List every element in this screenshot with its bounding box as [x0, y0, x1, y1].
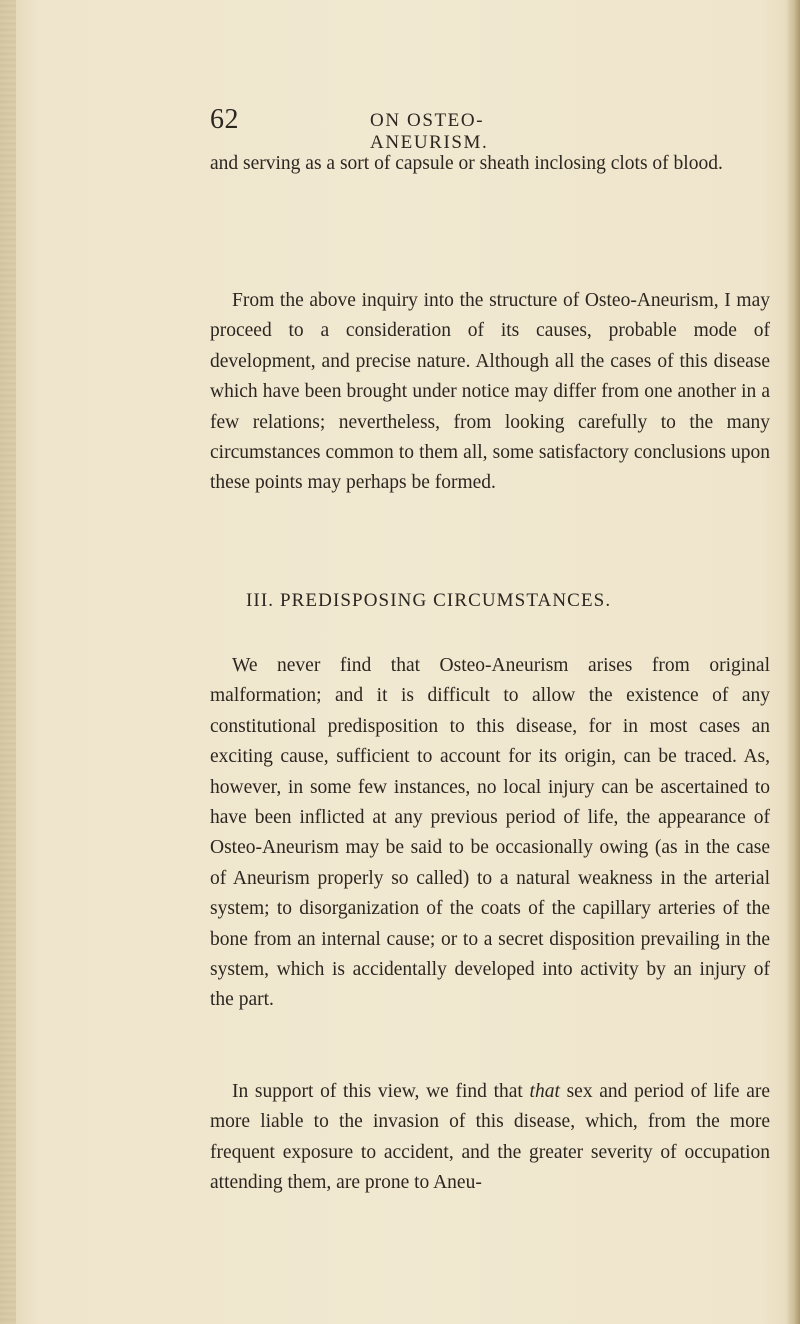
paragraph-1: and serving as a sort of capsule or sheath inclosing clots of blood.	[210, 153, 723, 174]
paragraph-2: From the above inquiry into the structure of Osteo-Aneurism, I may proceed to a consideration of its causes, probable mode of development, and precise nature. Although all the cases of this disease which have been brought under notice may differ from one another in a few relations; nevertheless, from looking carefully to the many circumstances common to them all, some satisfactory conclusions upon these points may perhaps be formed.	[210, 290, 770, 494]
page-edge	[786, 0, 800, 1324]
section-heading: III. PREDISPOSING CIRCUMSTANCES.	[246, 590, 612, 611]
paragraph-4-start: In support of this view, we find that	[232, 1081, 530, 1102]
page-gutter	[0, 0, 16, 1324]
paragraph-4	[210, 1077, 770, 1199]
running-head: ON OSTEO-ANEURISM.	[370, 110, 489, 153]
page-number: 62	[210, 104, 239, 135]
paragraph-4-end: sex and period of life are more liable to the invasion of this disease, which, from the more frequent exposure to accident, and the greater severity of occupation attending them, are prone to Aneu-	[210, 1081, 770, 1194]
paragraph-3: We never find that Osteo-Aneurism arises from original malformation; and it is difficult to allow the existence of any constitutional predisposition to this disease, for in most cases an exciting cause, sufficient to account for its origin, can be traced. As, however, in some few instances, no local injury can be ascertained to have been inflicted at any previous period of life, the appearance of Osteo-Aneurism may be said to be occasionally owing (as in the case of Aneurism properly so called) to a natural weakness in the arterial system; to disorganization of the coats of the capillary arteries of the bone from an internal cause; or to a secret disposition prevailing in the system, which is accidentally developed into activity by an injury of the part.	[210, 655, 770, 1011]
page-header	[210, 104, 600, 153]
italic-emphasis: that	[529, 1081, 560, 1102]
